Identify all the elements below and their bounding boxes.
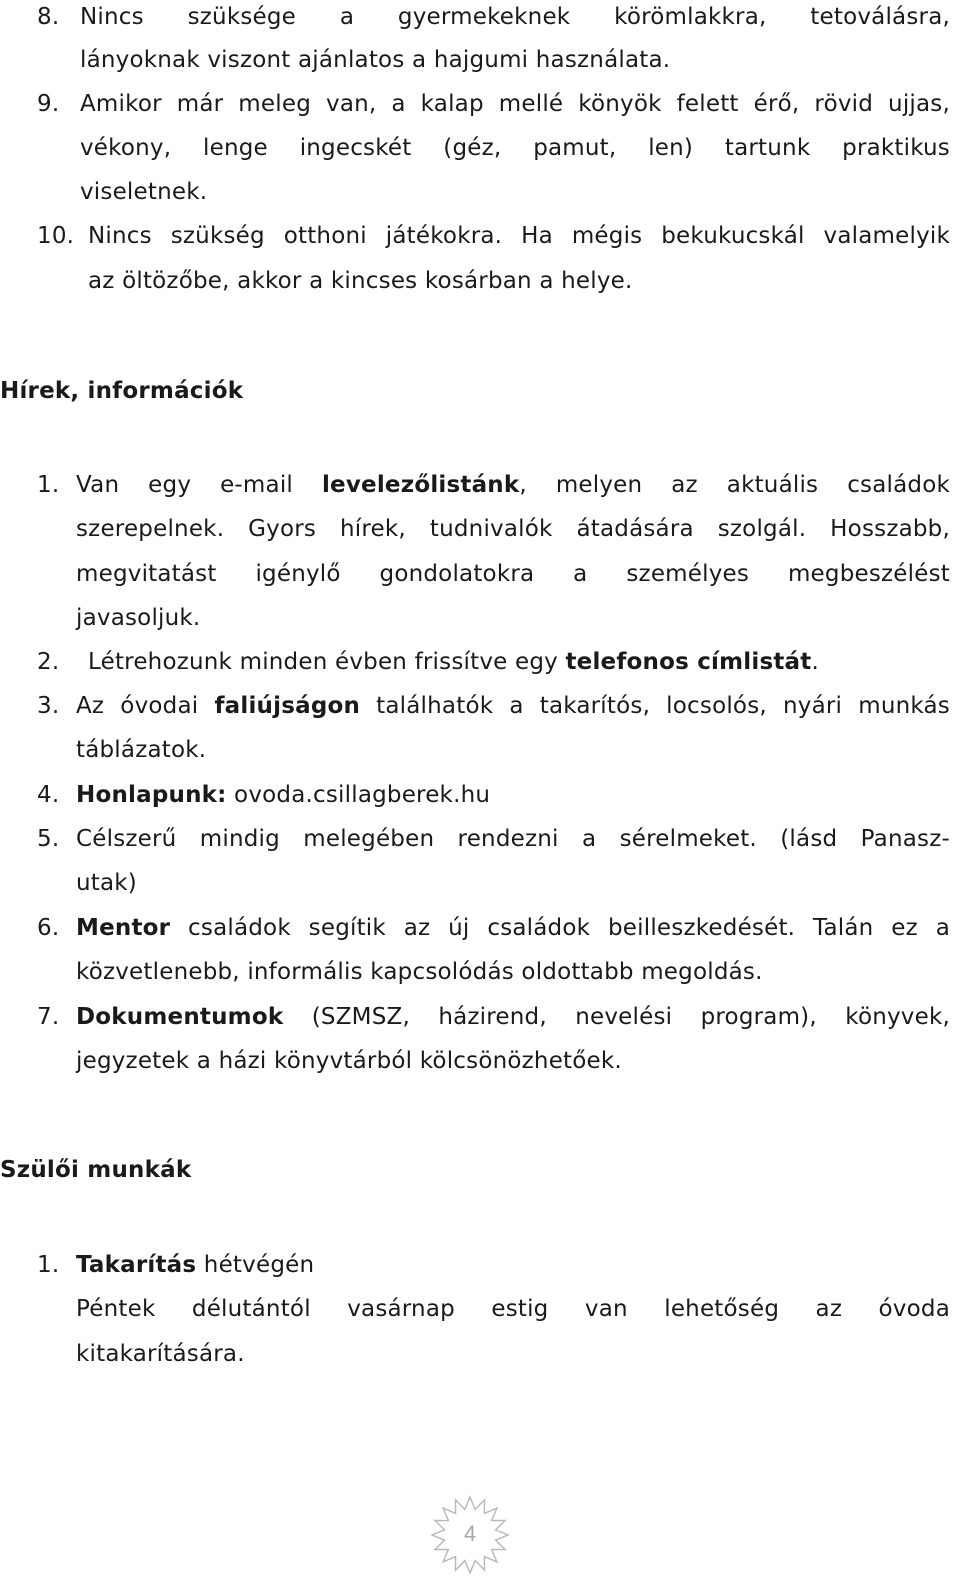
list-text: javasoljuk. [76,605,201,631]
list-number: 2. [37,649,60,675]
list-number: 10. [37,223,75,249]
list-text: Nincs szüksége a gyermekeknek körömlakkra, tetoválásra, [80,4,950,30]
list-number: 7. [37,1004,60,1030]
website-link[interactable]: ovoda.csillagberek.hu [226,782,491,808]
list-text: utak) [76,870,137,896]
list-number: 1. [37,472,60,498]
list-text: Mentor családok segítik az új családok beilleszkedését. Talán ez a [76,915,950,941]
list-number: 8. [37,4,60,30]
list-text: Célszerű mindig melegében rendezni a sérelmeket. (lásd Panasz- [76,826,950,852]
list-text: jegyzetek a házi könyvtárból kölcsönözhetőek. [76,1048,622,1074]
list-text: szerepelnek. Gyors hírek, tudnivalók átadására szolgál. Hosszabb, [76,516,950,542]
list-text: táblázatok. [76,737,207,763]
list-text: viseletnek. [80,179,208,205]
list-text: Létrehozunk minden évben frissítve egy telefonos címlistát. [88,649,819,675]
list-text: Honlapunk: ovoda.csillagberek.hu [76,782,491,808]
list-text: az öltözőbe, akkor a kincses kosárban a helye. [88,268,633,294]
list-text: Nincs szükség otthoni játékokra. Ha mégis bekukucskál valamelyik [88,223,950,249]
list-text: vékony, lenge ingecskét (géz, pamut, len) tartunk praktikus [80,135,950,161]
list-number: 5. [37,826,60,852]
list-text: Van egy e-mail levelezőlistánk, melyen az aktuális családok [76,472,950,498]
list-text: Péntek délutántól vasárnap estig van lehetőség az óvoda [76,1296,950,1322]
list-text: kitakarítására. [76,1341,245,1367]
list-number: 1. [37,1252,60,1278]
page-number: 4 [463,1521,477,1546]
list-number: 6. [37,915,60,941]
list-text: Amikor már meleg van, a kalap mellé könyök felett érő, rövid ujjas, [80,91,950,117]
list-number: 3. [37,693,60,719]
list-text: Dokumentumok (SZMSZ, házirend, nevelési program), könyvek, [76,1004,950,1030]
list-text: megvitatást igénylő gondolatokra a személyes megbeszélést [76,561,950,587]
list-number: 9. [37,91,60,117]
list-text: közvetlenebb, informális kapcsolódás oldottabb megoldás. [76,959,763,985]
list-number: 4. [37,782,60,808]
list-text: lányoknak viszont ajánlatos a hajgumi használata. [80,47,671,73]
list-text: Takarítás hétvégén [76,1252,315,1278]
list-text: Az óvodai faliújságon találhatók a takarítós, locsolós, nyári munkás [76,693,950,719]
